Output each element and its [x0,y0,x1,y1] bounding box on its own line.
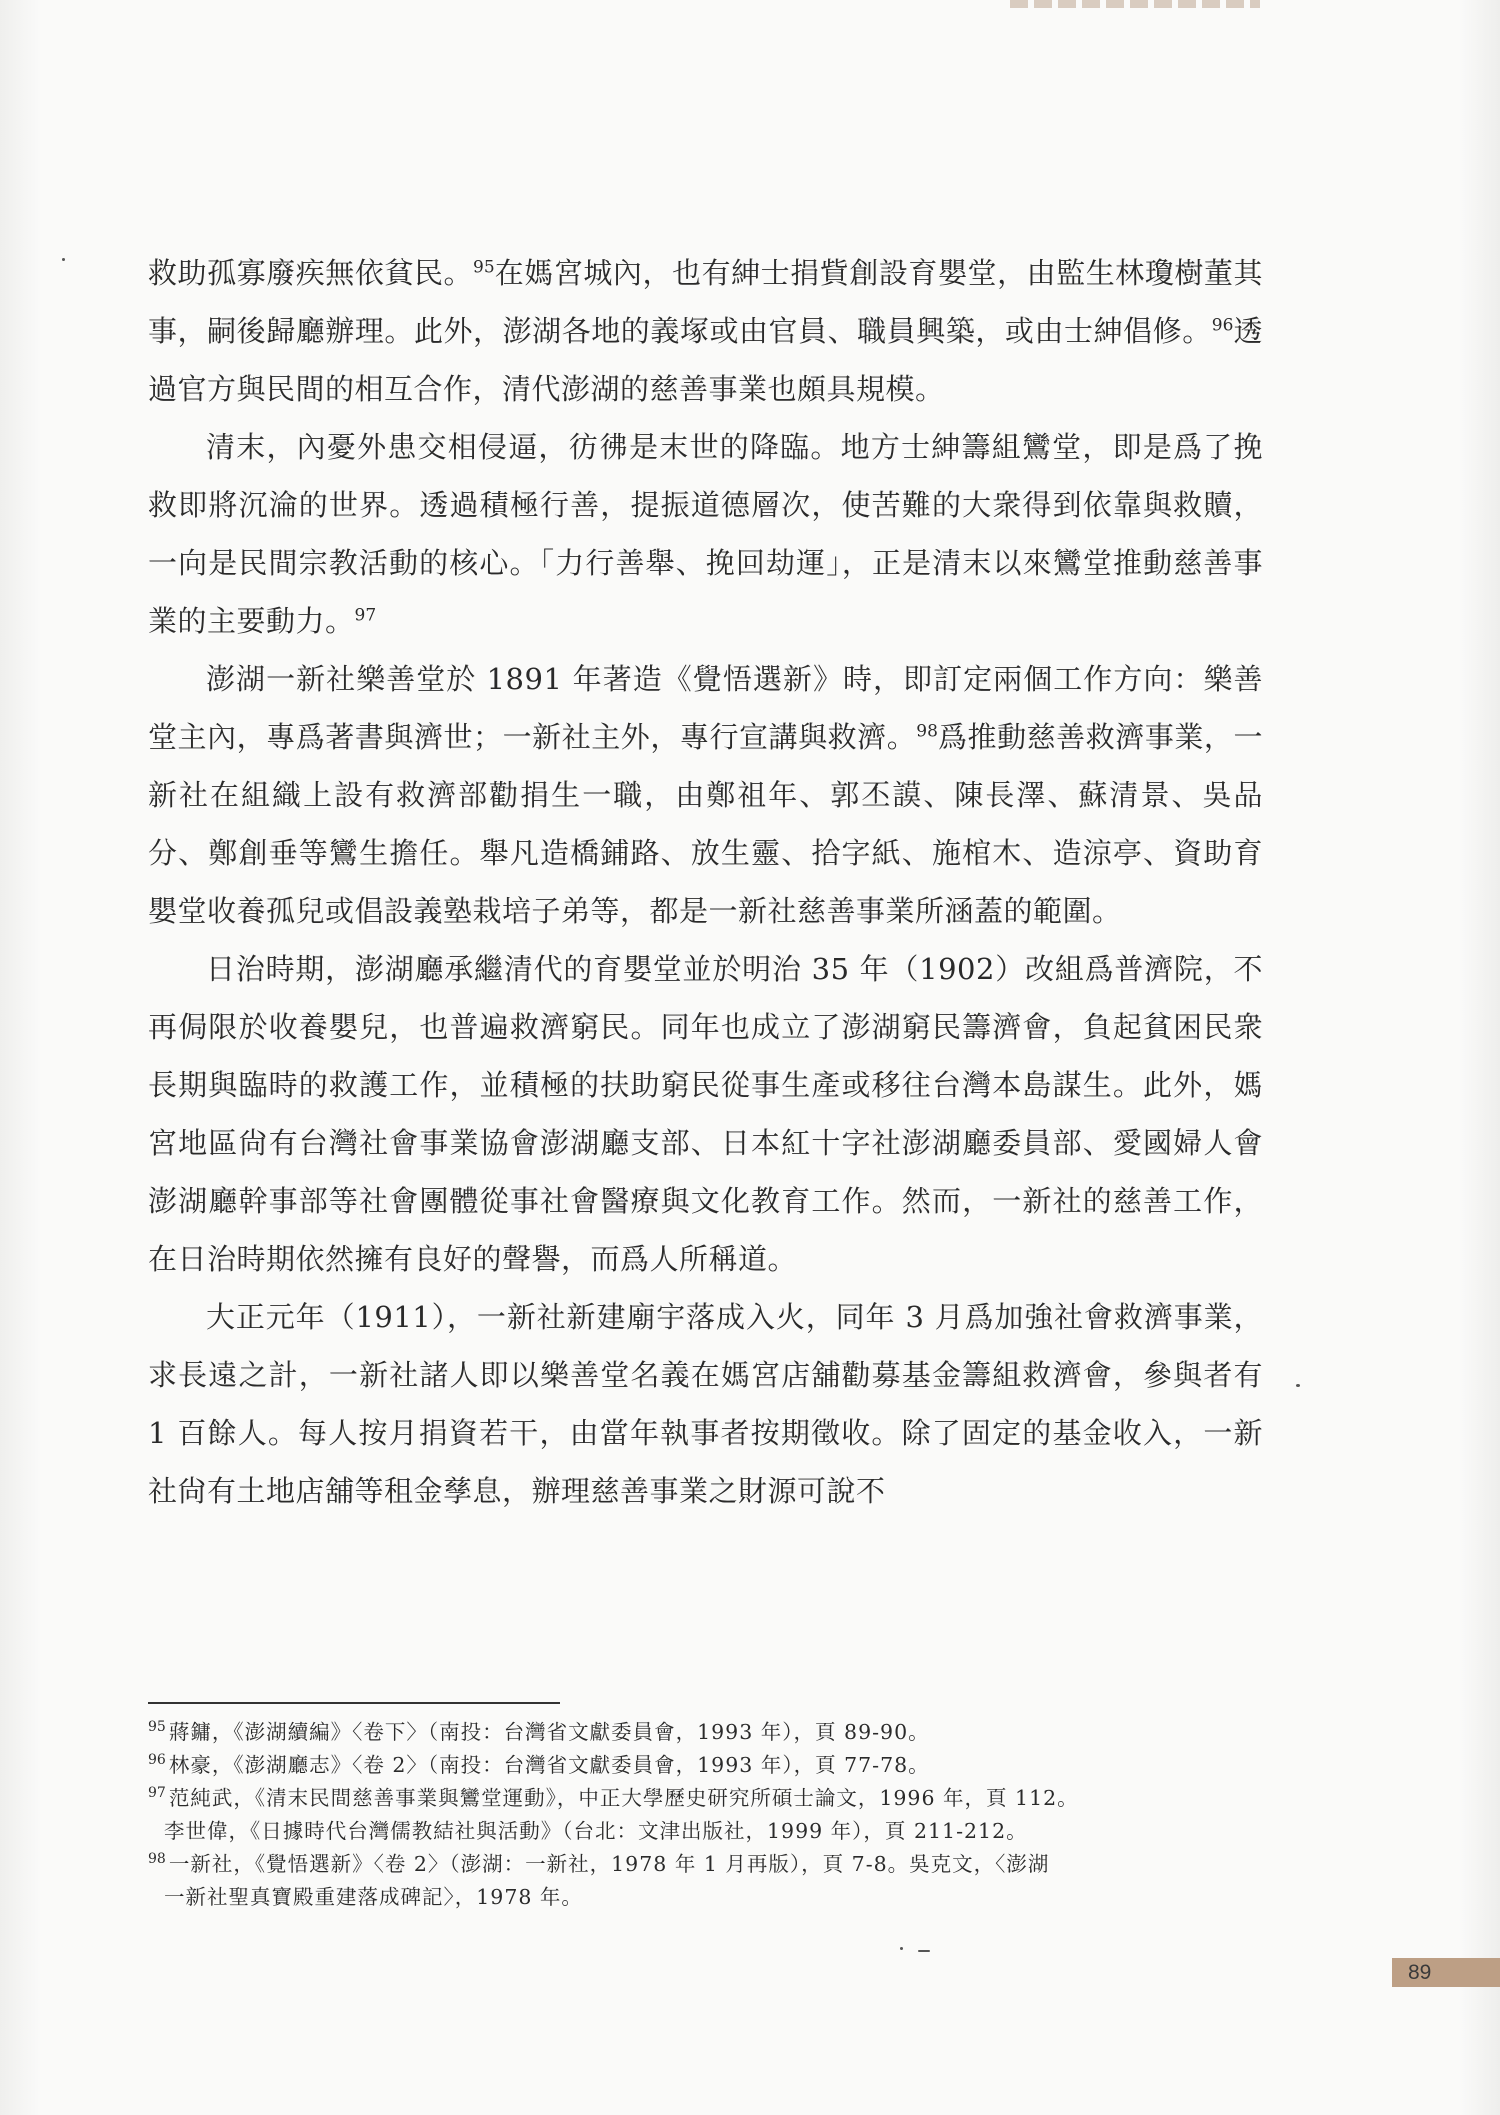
footnote-number: 97 [148,1785,166,1802]
footnote-number: 95 [148,1719,166,1736]
footnote-ref-95[interactable]: 95 [473,257,495,278]
text-run: 在媽宮城內，也有紳士捐貲創設育嬰堂，由監生林瓊樹董其事，嗣後歸廳辦理。此外，澎湖各地的義塚或由官員、職員興築，或由士紳倡修。 [148,256,1263,348]
paragraph-4: 日治時期，澎湖廳承繼清代的育嬰堂並於明治 35 年（1902）改組爲普濟院，不再侷限於收養嬰兒，也普遍救濟窮民。同年也成立了澎湖窮民籌濟會，負起貧困民衆長期與臨時的救護工作，並積極的扶助窮民從事生產或移往台灣本島謀生。此外，媽宮地區尙有台灣社會事業協會澎湖廳支部、日本紅十字社澎湖廳委員部、愛國婦人會澎湖廳幹事部等社會團體從事社會醫療與文化教育工作。然而，一新社的慈善工作，在日治時期依然擁有良好的聲譽，而爲人所稱道。 [148,952,1263,1276]
text-run: 透過官方與民間的相互合作，清代澎湖的慈善事業也頗具規模。 [148,314,1263,406]
paragraph-1 [148,244,1263,418]
footnote-98 [148,1848,1278,1914]
footnote-text: 蔣鏞，《澎湖續編》〈卷下〉（南投：台灣省文獻委員會，1993 年），頁 89-90。 [168,1720,930,1744]
footnote-97 [148,1782,1278,1848]
paragraph-2 [148,418,1263,650]
footnote-96 [148,1749,1278,1782]
scan-speck [900,1947,903,1950]
text-run: 清末，內憂外患交相侵逼，彷彿是末世的降臨。地方士紳籌組鸞堂，即是爲了挽救即將沉淪的世界。透過積極行善，提振道德層次，使苦難的大衆得到依靠與救贖，一向是民間宗教活動的核心。「力行善舉、挽回劫運」，正是清末以來鸞堂推動慈善事業的主要動力。 [148,430,1263,638]
header-decoration [1010,0,1260,8]
text-run: 澎湖一新社樂善堂於 1891 年著造《覺悟選新》時，即訂定兩個工作方向：樂善堂主內，專爲著書與濟世；一新社主外，專行宣講與救濟。 [148,662,1263,754]
footnote-text: 一新社，《覺悟選新》〈卷 2〉（澎湖：一新社，1978 年 1 月再版），頁 7-8。吳克文，〈澎湖 [168,1852,1050,1876]
footnote-text: 林豪，《澎湖廳志》〈卷 2〉（南投：台灣省文獻委員會，1993 年），頁 77-78。 [168,1753,930,1777]
paragraph-5: 大正元年（1911），一新社新建廟宇落成入火，同年 3 月爲加強社會救濟事業，求長遠之計，一新社諸人即以樂善堂名義在媽宮店舖勸募基金籌組救濟會，參與者有 1 百餘人。每人按月捐資若干，由當年執事者按期徵收。除了固定的基金收入，一新社尙有土地店舖等租金孳息，辦理慈善事業之財源可說不 [148,1300,1263,1508]
footnote-divider [148,1702,560,1704]
scan-speck [62,258,65,261]
footnote-text: 范純武，《清末民間慈善事業與鸞堂運動》，中正大學歷史研究所碩士論文，1996 年，頁 112。 [168,1786,1079,1810]
page-number: 89 [1392,1958,1500,1987]
footnote-ref-97[interactable]: 97 [354,605,377,626]
footnote-95 [148,1716,1278,1749]
footnotes [148,1716,1278,1914]
scan-speck [1296,1384,1300,1387]
paragraph-3 [148,650,1263,940]
scan-speck [918,1950,930,1952]
footnote-number: 96 [148,1752,166,1769]
body-text [148,244,1263,1520]
footnote-ref-98[interactable]: 98 [916,721,938,742]
footnote-text-continued: 一新社聖真寶殿重建落成碑記〉，1978 年。 [164,1885,583,1909]
text-run: 爲推動慈善救濟事業，一新社在組織上設有救濟部勸捐生一職，由鄭祖年、郭丕謨、陳長澤、蘇清景、吳品分、鄭創垂等鸞生擔任。舉凡造橋鋪路、放生靈、拾字紙、施棺木、造涼亭、資助育嬰堂收養孤兒或倡設義塾栽培子弟等，都是一新社慈善事業所涵蓋的範圍。 [148,720,1263,928]
text-run: 救助孤寡廢疾無依貧民。 [148,256,474,290]
footnote-text-continued: 李世偉，《日據時代台灣儒教結社與活動》（台北：文津出版社，1999 年），頁 211-212。 [164,1819,1028,1843]
footnote-number: 98 [148,1851,166,1868]
footnote-ref-96[interactable]: 96 [1211,315,1234,336]
